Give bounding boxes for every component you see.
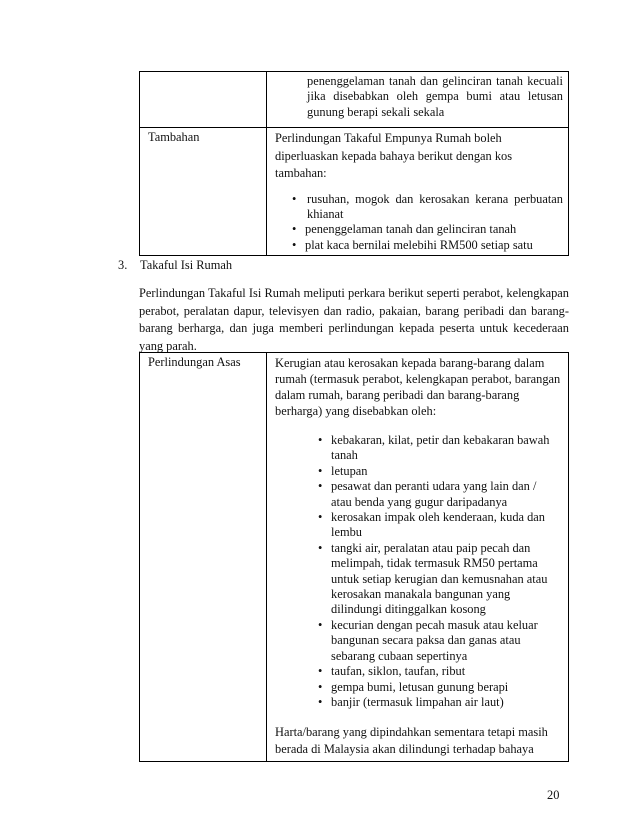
section-paragraph: Perlindungan Takaful Isi Rumah meliputi perkara berikut seperti perabot, kelengkapan perabot, peralatan dapur, televisyen dan radio, pakaian, barang peribadi dan barang-barang berharga, dan juga memberi perlindungan kepada peserta untuk kecederaan yang parah. (139, 286, 569, 353)
list-item: • gempa bumi, letusan gunung berapi (313, 680, 556, 695)
coverage-footer: Harta/barang yang dipindahkan sementara tetapi masih berada di Malaysia akan dilindungi terhadap bahaya (275, 725, 548, 757)
list-item: • rusuhan, mogok dan kerosakan kerana perbuatan khianat (287, 192, 563, 223)
list-item: • pesawat dan peranti udara yang lain dan / atau benda yang gugur daripadanya (313, 479, 556, 510)
tambahan-cell (267, 128, 569, 256)
page-number: 20 (547, 788, 560, 802)
continuation-cell (267, 72, 569, 128)
coverage-table (139, 352, 569, 762)
list-item: • kecurian dengan pecah masuk atau keluar bangunan secara paksa dan ganas atau sebarang cubaan sepertinya (313, 618, 556, 664)
section-number: 3. (118, 258, 128, 272)
list-item: • plat kaca bernilai melebihi RM500 setiap satu (287, 238, 563, 253)
list-item: • tangki air, peralatan atau paip pecah dan melimpah, tidak termasuk RM50 pertama untuk setiap kerugian dan kemusnahan atau kerosakan manakala bangunan yang dilindungi ditinggalkan kosong (313, 541, 556, 618)
continuation-line: jika disebabkan oleh gempa bumi atau letusan (307, 89, 563, 104)
continuation-line: gunung berapi sekali sekala (307, 104, 445, 119)
continuation-line: penenggelaman tanah dan gelinciran tanah kecuali (307, 74, 563, 88)
list-item: • kebakaran, kilat, petir dan kebakaran bawah tanah (313, 433, 556, 464)
tambahan-label: Tambahan (140, 128, 267, 256)
table-row (140, 128, 569, 256)
coverage-cell (267, 353, 569, 762)
table-row (140, 72, 569, 128)
list-item: • kerosakan impak oleh kenderaan, kuda dan lembu (313, 510, 556, 541)
list-item: • letupan (313, 464, 556, 479)
tambahan-intro: Perlindungan Takaful Empunya Rumah boleh diperluaskan kepada bahaya berikut dengan kos tambahan: (275, 131, 513, 180)
section-title: Takaful Isi Rumah (140, 258, 233, 272)
section-heading (118, 258, 232, 273)
empty-label-cell (140, 72, 267, 128)
list-item: • banjir (termasuk limpahan air laut) (313, 695, 556, 710)
list-item: • taufan, siklon, taufan, ribut (313, 664, 556, 679)
list-item: • penenggelaman tanah dan gelinciran tanah (287, 222, 563, 237)
coverage-label: Perlindungan Asas (140, 353, 267, 762)
coverage-intro: Kerugian atau kerosakan kepada barang-barang dalam rumah (termasuk perabot, kelengkapan perabot, barangan dalam rumah, barang peribadi dan barang-barang berharga) yang disebabkan oleh: (275, 356, 561, 418)
table-row (140, 353, 569, 762)
cover-table-continued (139, 71, 569, 256)
